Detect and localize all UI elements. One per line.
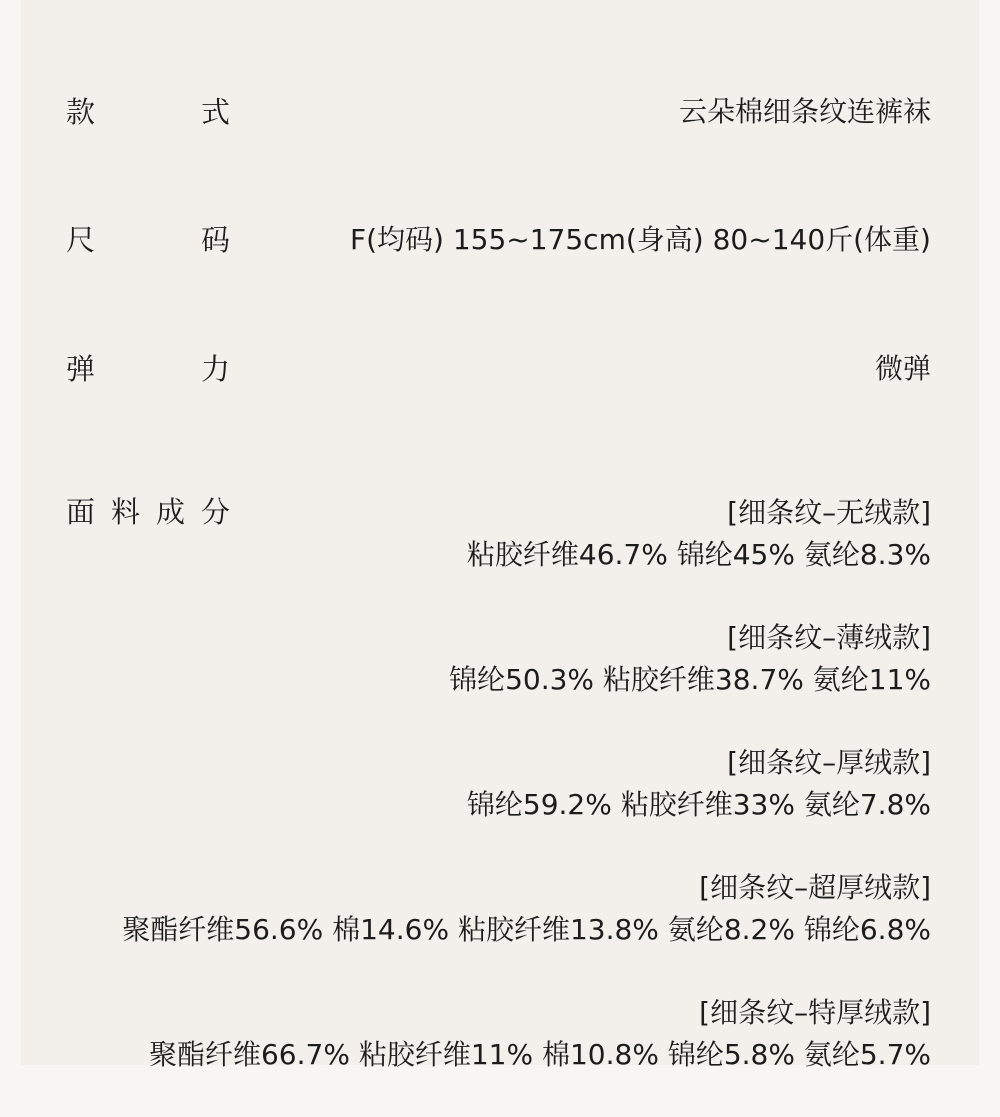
- size-value: F(均码) 155~175cm(身高) 80~140斤(体重): [349, 223, 931, 256]
- style-label-char-1: 款: [66, 95, 96, 129]
- fabric-variant-name: [细条纹–特厚绒款]: [699, 996, 931, 1029]
- size-label-char-1: 尺: [66, 223, 96, 257]
- style-label: [66, 92, 230, 132]
- style-value: 云朵棉细条纹连裤袜: [678, 95, 931, 128]
- fabric-variant-name: [细条纹–无绒款]: [727, 496, 931, 529]
- fabric-label-char-4: 分: [200, 495, 230, 529]
- fabric-composition: 锦纶59.2% 粘胶纤维33% 氨纶7.8%: [466, 788, 931, 821]
- fabric-composition: 聚酯纤维56.6% 棉14.6% 粘胶纤维13.8% 氨纶8.2% 锦纶6.8%: [122, 913, 931, 946]
- elasticity-value: 微弹: [874, 352, 931, 385]
- fabric-composition-list: [122, 492, 931, 1117]
- elasticity-label-char-1: 弹: [66, 352, 96, 386]
- fabric-composition: 粘胶纤维46.7% 锦纶45% 氨纶8.3%: [466, 538, 931, 571]
- fabric-variant-name: [细条纹–薄绒款]: [727, 621, 931, 654]
- fabric-variant-name: [细条纹–超厚绒款]: [699, 871, 931, 904]
- fabric-group-no-fleece: [122, 492, 931, 576]
- fabric-label-char-3: 成: [155, 495, 185, 529]
- fabric-label-char-2: 料: [110, 495, 140, 529]
- fabric-composition: 聚酯纤维66.7% 粘胶纤维11% 棉10.8% 锦纶5.8% 氨纶5.7%: [148, 1038, 931, 1071]
- fabric-group-super-thick-fleece: [122, 992, 931, 1076]
- fabric-variant-name: [细条纹–厚绒款]: [727, 746, 931, 779]
- fabric-group-extra-thick-fleece: [122, 867, 931, 951]
- fabric-label-char-1: 面: [66, 495, 96, 529]
- size-label-char-2: 码: [200, 223, 230, 257]
- product-spec-panel: [21, 0, 979, 1071]
- fabric-composition: 锦纶50.3% 粘胶纤维38.7% 氨纶11%: [449, 663, 931, 696]
- elasticity-label-char-2: 力: [200, 352, 230, 386]
- size-label: [66, 220, 230, 260]
- fabric-group-thick-fleece: [122, 742, 931, 826]
- style-label-char-2: 式: [200, 95, 230, 129]
- fabric-group-thin-fleece: [122, 617, 931, 701]
- elasticity-label: [66, 349, 230, 389]
